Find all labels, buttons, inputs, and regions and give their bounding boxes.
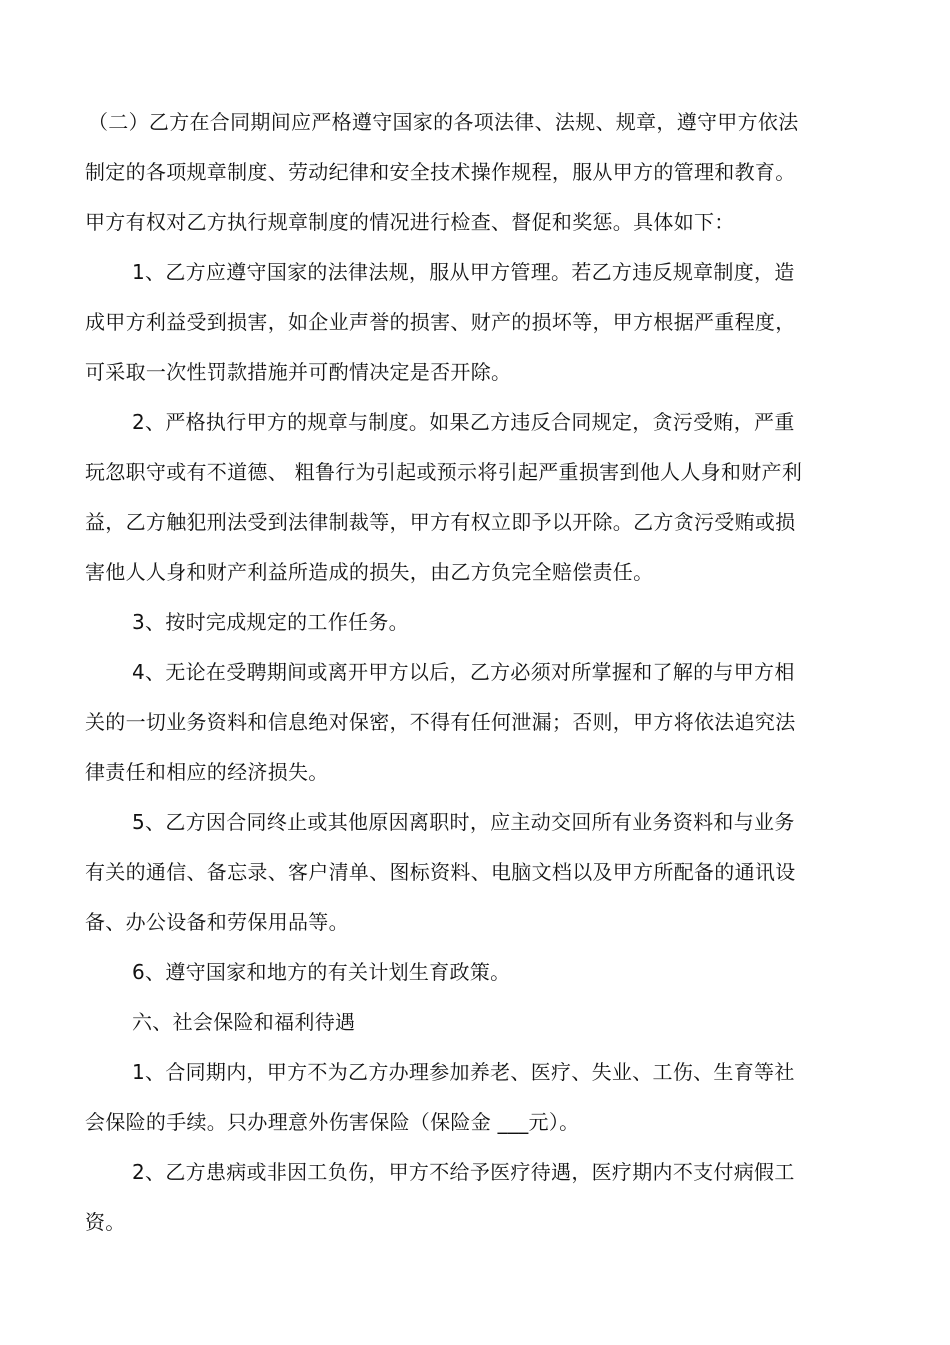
section-6-item-2-line-1: 2、乙方患病或非因工负伤，甲方不给予医疗待遇，医疗期内不支付病假工: [132, 1160, 795, 1184]
item-5-line-3: 备、办公设备和劳保用品等。: [85, 910, 349, 934]
section-6-item-1-line-2: 会保险的手续。只办理意外伤害保险（保险金 ___元）。: [85, 1110, 580, 1134]
item-4-line-1: 4、无论在受聘期间或离开甲方以后，乙方必须对所掌握和了解的与甲方相: [132, 660, 795, 684]
item-2-line-3: 益，乙方触犯刑法受到法律制裁等，甲方有权立即予以开除。乙方贪污受贿或损: [85, 510, 796, 534]
item-5-line-2: 有关的通信、备忘录、客户清单、图标资料、电脑文档以及甲方所配备的通讯设: [85, 860, 796, 884]
item-4-line-2: 关的一切业务资料和信息绝对保密，不得有任何泄漏；否则，甲方将依法追究法: [85, 710, 796, 734]
item-3-line-1: 3、按时完成规定的工作任务。: [132, 610, 409, 634]
item-1-line-2: 成甲方利益受到损害，如企业声誉的损害、财产的损坏等，甲方根据严重程度，: [85, 310, 796, 334]
item-2-line-2: 玩忽职守或有不道德、 粗鲁行为引起或预示将引起严重损害到他人人身和财产利: [85, 460, 803, 484]
paragraph-2-line-3: 甲方有权对乙方执行规章制度的情况进行检查、督促和奖惩。具体如下：: [85, 210, 735, 234]
item-1-line-1: 1、乙方应遵守国家的法律法规，服从甲方管理。若乙方违反规章制度，造: [132, 260, 795, 284]
item-5-line-1: 5、乙方因合同终止或其他原因离职时，应主动交回所有业务资料和与业务: [132, 810, 795, 834]
item-1-line-3: 可采取一次性罚款措施并可酌情决定是否开除。: [85, 360, 512, 384]
section-6-item-2-line-2: 资。: [85, 1210, 126, 1234]
paragraph-2-line-2: 制定的各项规章制度、劳动纪律和安全技术操作规程，服从甲方的管理和教育。: [85, 160, 796, 184]
item-6-line-1: 6、遵守国家和地方的有关计划生育政策。: [132, 960, 511, 984]
section-6-heading: 六、社会保险和福利待遇: [132, 1010, 356, 1034]
paragraph-2-line-1: （二）乙方在合同期间应严格遵守国家的各项法律、法规、规章，遵守甲方依法: [88, 110, 799, 134]
item-4-line-3: 律责任和相应的经济损失。: [85, 760, 329, 784]
item-2-line-1: 2、严格执行甲方的规章与制度。如果乙方违反合同规定，贪污受贿，严重: [132, 410, 795, 434]
item-2-line-4: 害他人人身和财产利益所造成的损失，由乙方负完全赔偿责任。: [85, 560, 654, 584]
section-6-item-1-line-1: 1、合同期内，甲方不为乙方办理参加养老、医疗、失业、工伤、生育等社: [132, 1060, 795, 1084]
